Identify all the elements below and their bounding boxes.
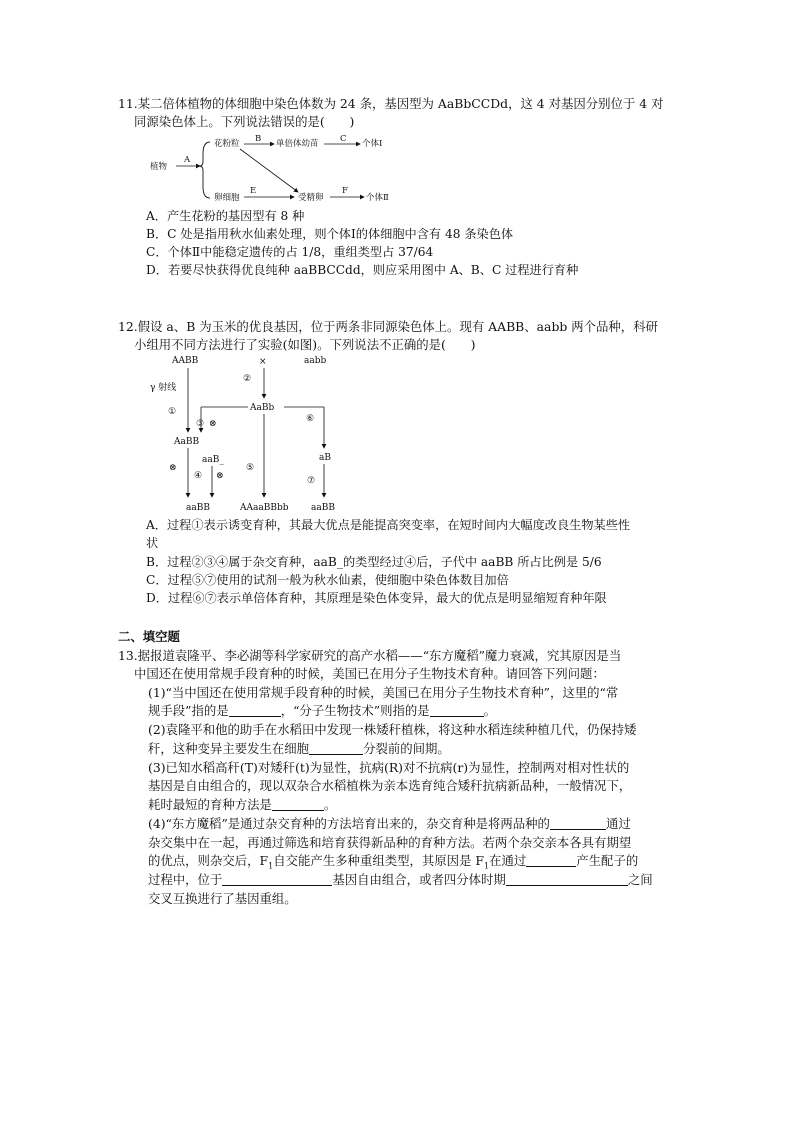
- q12-option-c: C．过程⑤⑦使用的试剂一般为秋水仙素，使细胞中染色体数目加倍: [146, 573, 509, 587]
- q13-line4: [148, 702, 496, 720]
- q11-option-c: C．个体Ⅱ中能稳定遗传的占 1/8，重组类型占 37/64: [146, 245, 434, 259]
- q13-line12-text-a: 的优点，则杂交后，F: [148, 853, 269, 868]
- q11-step-F: F: [342, 186, 348, 196]
- q11-option-a: A．产生花粉的基因型有 8 种: [146, 209, 305, 223]
- q13-line6-text-a: 秆，这种变异主要发生在细胞: [148, 741, 310, 756]
- q13-line12-text-b: 自交能产生多种重组类型，其原因是 F: [273, 853, 485, 868]
- q11-pollen-label: 花粉粒: [214, 139, 240, 149]
- q13-blank-traits[interactable]: [550, 816, 606, 830]
- q12-stem-line2: 小组用不同方法进行了实验(如图)。下列说法不正确的是( ): [134, 337, 476, 352]
- q13-blank-meiosis[interactable]: [526, 853, 576, 867]
- q11-egg-label: 卵细胞: [214, 193, 240, 203]
- q12-result-aaBB-2: aaBB: [311, 503, 335, 513]
- q13-line13: [148, 871, 653, 889]
- q11-stem-line2: 同源染色体上。下列说法错误的是( ): [134, 114, 355, 129]
- q13-line14: 交叉互换进行了基因重组。: [148, 891, 297, 906]
- q12-step-2: ②: [243, 374, 252, 384]
- q12-parent-aabb: aabb: [304, 356, 327, 366]
- q11-step-B: B: [255, 134, 262, 144]
- section-title-fill-in: 二、填空题: [118, 629, 180, 644]
- q12-option-a-line1: A．过程①表示诱变育种，其最大优点是能提高突变率，在短时间内大幅度改良生物某些性: [146, 518, 631, 532]
- q13-line10: [148, 815, 631, 833]
- q13-line12-text-c: 在通过: [489, 853, 527, 868]
- q12-result-aaBB-1: aaBB: [186, 503, 210, 513]
- q12-F1-AaBb: AaBb: [250, 403, 275, 413]
- q13-line2: 中国还在使用常规手段育种的时候，美国已在用分子生物技术育种。请回答下列问题：: [134, 666, 605, 681]
- q11-individual1-label: 个体Ⅰ: [362, 139, 383, 149]
- q13-blank-chromatids[interactable]: [506, 872, 628, 886]
- q13-blank-conventional-means[interactable]: [229, 703, 281, 717]
- q11-stem-line1: 11.某二倍体植物的体细胞中染色体数为 24 条，基因型为 AaBbCCDd，这 4 对基因分别位于 4 对: [118, 96, 664, 111]
- q11-step-C: C: [340, 134, 347, 144]
- q12-step-1: ①: [168, 407, 177, 417]
- q12-AaBB: AaBB: [174, 437, 200, 447]
- q13-blank-breeding-method[interactable]: [272, 797, 324, 811]
- q13-blank-cell-division[interactable]: [309, 741, 363, 755]
- q13-line9: [148, 796, 336, 814]
- q13-line7: (3)已知水稻高秆(T)对矮秆(t)为显性，抗病(R)对不抗病(r)为显性，控制两对相对性状的: [148, 760, 630, 775]
- q12-step-3: ③: [196, 419, 205, 429]
- q13-line6-text-b: 分裂前的间期。: [363, 741, 450, 756]
- q12-cross-symbol: ×: [259, 357, 267, 367]
- q13-line13-text-c: 之间: [627, 872, 653, 887]
- q12-option-d: D．过程⑥⑦表示单倍体育种，其原理是染色体变异，最大的优点是明显缩短育种年限: [146, 591, 607, 605]
- q12-selfing-symbol-2: ⊗: [169, 463, 177, 473]
- q12-gamma-ray-label: γ 射线: [150, 383, 177, 393]
- q13-line13-text-a: 过程中，位于: [148, 872, 223, 887]
- q13-line9-text-a: 耗时最短的育种方法是: [148, 797, 272, 812]
- q13-line10-text-b: 通过: [605, 816, 631, 831]
- q13-line13-text-b: 基因自由组合，或者四分体时期: [332, 872, 506, 887]
- q12-step-7: ⑦: [307, 476, 316, 486]
- q13-line12-text-d: 产生配子的: [576, 853, 639, 868]
- q12-stem-line1: 12.假设 a、B 为玉米的优良基因，位于两条非同源染色体上。现有 AABB、aabb 两个品种，科研: [118, 319, 658, 334]
- q12-option-b: B．过程②③④属于杂交育种，aaB_的类型经过④后，子代中 aaBB 所占比例是 5/6: [146, 555, 602, 569]
- q13-line12-sub2: 1: [484, 861, 490, 871]
- q11-zygote-label: 受精卵: [298, 193, 324, 203]
- q11-plant-label: 植物: [150, 162, 168, 172]
- q11-option-b: B．C 处是指用秋水仙素处理，则个体Ⅰ的体细胞中含有 48 条染色体: [146, 227, 514, 241]
- q12-step-6: ⑥: [306, 414, 315, 424]
- q13-blank-molecular-technique[interactable]: [430, 703, 484, 717]
- q13-line8: 基因是自由组合的，现以双杂合水稻植株为亲本选育纯合矮秆抗病新品种，一般情况下，: [148, 778, 632, 793]
- q13-line4-text-c: 。: [483, 703, 497, 718]
- q13-line3: (1)“当中国还在使用常规手段育种的时候，美国已在用分子生物技术育种”，这里的“常: [148, 685, 619, 700]
- q12-selfing-symbol-3: ⊗: [216, 471, 224, 481]
- q12-parent-AABB: AABB: [172, 356, 199, 366]
- q11-option-d: D．若要尽快获得优良纯种 aaBBCCdd，则应采用图中 A、B、C 过程进行育种: [146, 263, 579, 277]
- q12-step-4: ④: [194, 471, 203, 481]
- q13-line1: 13.据报道袁隆平、李必湖等科学家研究的高产水稻——“东方魔稻”魔力衰减，究其原因是当: [118, 648, 622, 663]
- q12-selfing-symbol-1: ⊗: [209, 419, 217, 429]
- q12-breeding-diagram: [146, 352, 346, 514]
- q13-line6: [148, 740, 450, 758]
- q12-option-a-line2: 状: [146, 536, 159, 550]
- q11-breeding-diagram: [148, 132, 398, 206]
- q13-line5: (2)袁隆平和他的助手在水稻田中发现一株矮秆植株，将这种水稻连续种植几代，仍保持矮: [148, 722, 637, 737]
- q11-step-E: E: [250, 186, 257, 196]
- q12-aaB_: aaB_: [202, 455, 224, 465]
- q12-result-AAaaBBbb: AAaaBBbb: [240, 503, 289, 513]
- q13-line12-sub1: 1: [268, 861, 274, 871]
- q11-step-A: A: [184, 155, 191, 165]
- q12-step-5: ⑤: [246, 463, 255, 473]
- q13-line4-text-a: 规手段”指的是: [148, 703, 229, 718]
- q12-aB: aB: [319, 453, 331, 463]
- q13-blank-non-homologous[interactable]: [222, 872, 332, 886]
- q11-individual2-label: 个体Ⅱ: [366, 193, 389, 203]
- q13-line10-text-a: (4)“东方魔稻”是通过杂交育种的方法培育出来的，杂交育种是将两品种的: [148, 816, 550, 831]
- q13-line4-text-b: ，“分子生物技术”则指的是: [280, 703, 430, 718]
- q13-line9-text-b: 。: [323, 797, 337, 812]
- q13-line11: 杂交集中在一起，再通过筛选和培育获得新品种的育种方法。若两个杂交亲本各具有期望: [148, 835, 632, 850]
- q11-haploid-label: 单倍体幼苗: [276, 139, 319, 149]
